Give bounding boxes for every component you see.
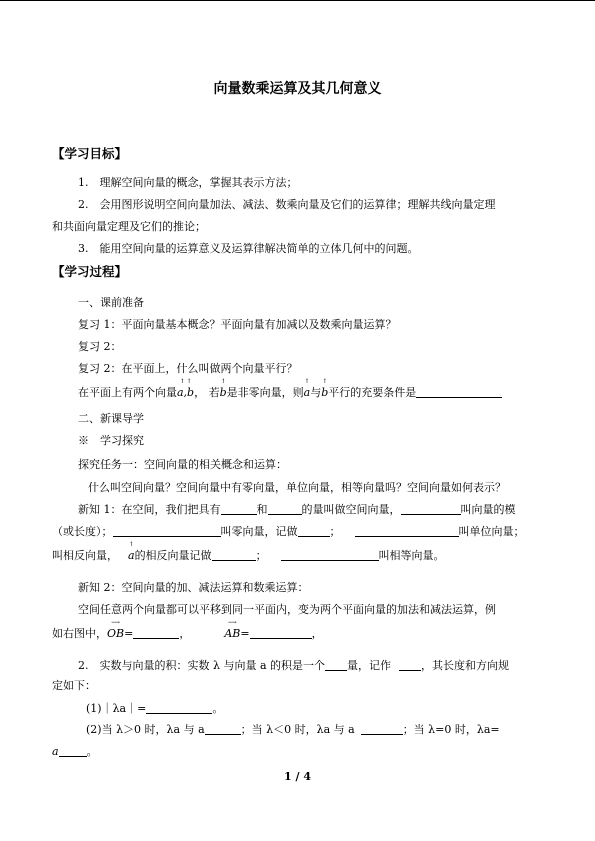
new2-heading: 新知 2：空间向量的加、减法运算和数乘运算：: [78, 581, 309, 594]
answer-blank[interactable]: [399, 659, 421, 671]
vector-a: ↑ a: [303, 378, 311, 399]
vector-a: ↑ a: [128, 541, 135, 562]
answer-blank[interactable]: [59, 745, 87, 757]
goal-item-3: 3. 能用空间向量的运算意义及运算律解决简单的立体几何中的问题。: [78, 242, 419, 255]
vector-b: ↑ b: [321, 378, 329, 399]
answer-blank[interactable]: [205, 723, 241, 735]
document-title: 向量数乘运算及其几何意义: [213, 81, 382, 97]
text: 在平面上有两个向量: [78, 386, 177, 399]
item2-line-2: 定如下：: [52, 679, 96, 692]
answer-blank[interactable]: [221, 503, 257, 515]
answer-blank[interactable]: [416, 386, 502, 398]
parallel-condition-line: [78, 378, 502, 400]
part1-heading: 一、课前准备: [78, 296, 144, 309]
answer-blank[interactable]: [133, 627, 179, 639]
text: 与: [310, 386, 322, 399]
item2-line-1: 2. 实数与向量的积：实数 λ 与向量 a 的积是一个 量，记作 ，其长度和方向规: [78, 659, 510, 672]
answer-blank[interactable]: [146, 702, 212, 714]
answer-blank[interactable]: [361, 723, 403, 735]
answer-blank[interactable]: [268, 503, 302, 515]
new1-line-1: 新知 1：在空间，我们把具有 和 的量叫做空间向量， 叫向量的模: [78, 503, 516, 516]
answer-blank[interactable]: [298, 525, 330, 537]
goals-heading: 【学习目标】: [52, 146, 128, 161]
text: 平行的充要条件是: [328, 386, 417, 399]
new2-example: 如右图中， ⟶ OB= ， ⟶ AB= ，: [52, 619, 323, 640]
answer-blank[interactable]: [281, 549, 379, 561]
new1-line-3: 叫相反向量， ↑ a的相反向量记做 ； 叫相等向量。: [52, 541, 445, 562]
new2-description: 空间任意两个向量都可以平移到同一平面内，变为两个平面向量的加法和减法运算，例: [78, 603, 496, 616]
review-1: 复习 1：平面向量基本概念？平面向量有加减以及数乘向量运算？: [78, 318, 397, 331]
text: ， 若: [194, 386, 220, 399]
answer-blank[interactable]: [355, 525, 459, 537]
new1-line-2: （或长度）； 叫零向量，记做 ； 叫单位向量；: [52, 525, 525, 538]
page-number: 1 / 4: [284, 770, 311, 783]
review-2: 复习 2：: [78, 340, 122, 353]
task1-heading: 探究任务一：空间向量的相关概念和运算：: [78, 458, 287, 471]
process-heading: 【学习过程】: [52, 264, 128, 279]
top-border-line: [0, 0, 595, 1]
vector-b: ↑ b: [219, 378, 227, 399]
answer-blank[interactable]: [325, 659, 347, 671]
goal-item-2: 2. 会用图形说明空间向量加法、减法、数乘向量及它们的运算律；理解共线向量定理: [78, 198, 496, 211]
answer-blank[interactable]: [212, 549, 256, 561]
rule-2: (2)当 λ＞0 时，λa 与 a ；当 λ＜0 时，λa 与 a ；当 λ=0 时，λa=: [86, 723, 500, 736]
answer-blank[interactable]: [401, 503, 461, 515]
rule-2-cont: a 。: [52, 745, 98, 758]
rule-1: (1)｜λa｜= 。: [86, 702, 224, 715]
vector-ab: ↑ ↑ a,b: [177, 378, 195, 399]
answer-blank[interactable]: [250, 627, 312, 639]
text: 是非零向量，则: [226, 386, 304, 399]
goal-item-2-cont: 和共面向量定理及它们的推论；: [52, 220, 206, 233]
part2-heading: 二、新课导学: [78, 412, 144, 425]
answer-blank[interactable]: [113, 525, 221, 537]
explore-heading: ※ 学习探究: [78, 434, 144, 447]
question-text: 什么叫空间向量？空间向量中有零向量，单位向量，相等向量吗？空间向量如何表示？: [88, 481, 506, 494]
vector-AB: ⟶ AB: [224, 619, 241, 640]
review-2b: 复习 2：在平面上，什么叫做两个向量平行？: [78, 362, 298, 375]
vector-OB: ⟶ OB: [107, 619, 125, 640]
goal-item-1: 1. 理解空间向量的概念，掌握其表示方法；: [78, 176, 298, 189]
